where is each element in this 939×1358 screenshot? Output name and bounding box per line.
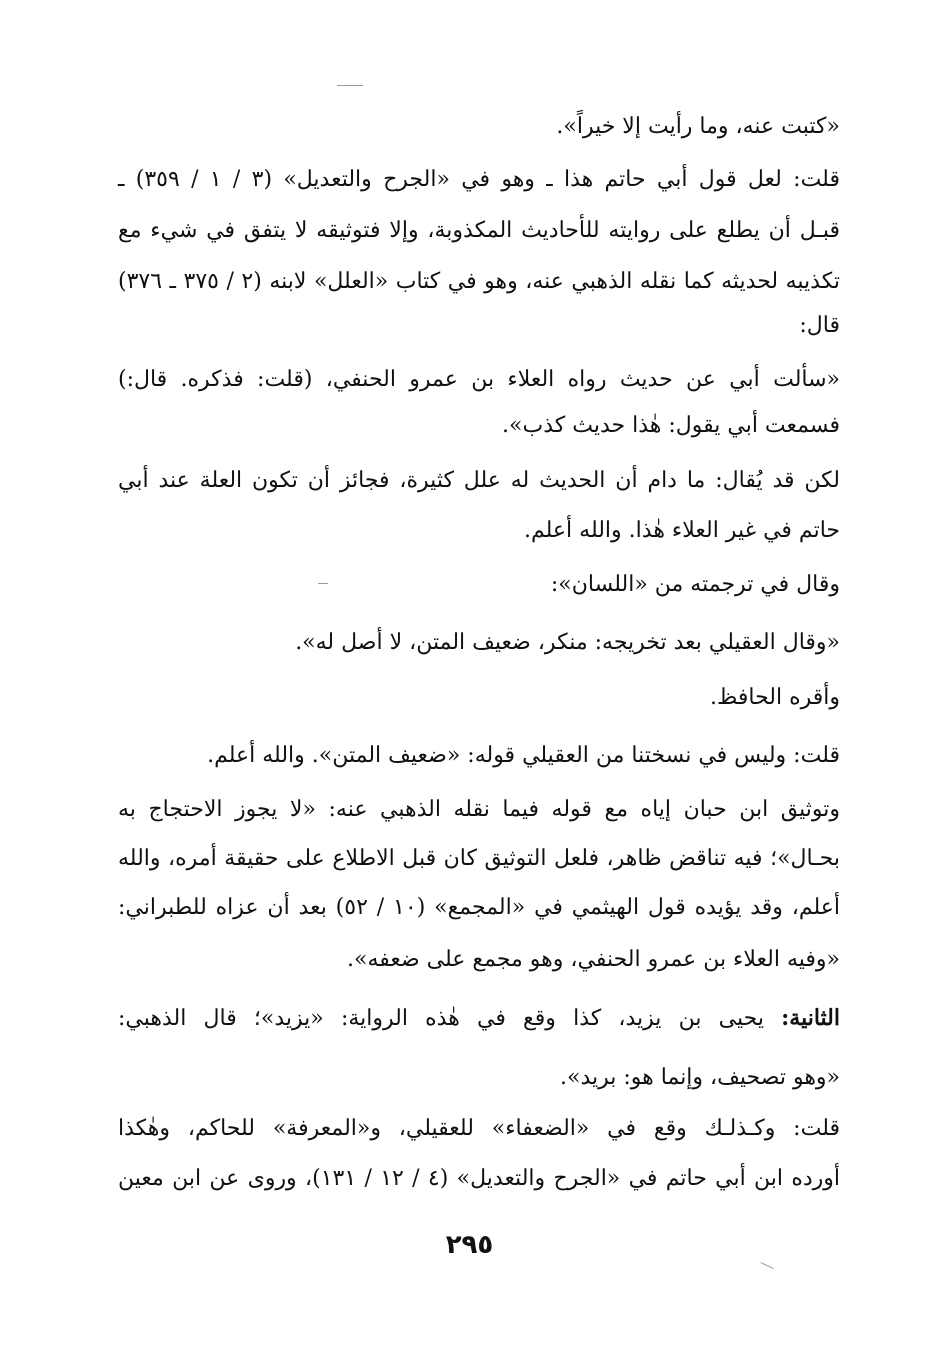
text-line: لكن قد يُقال: ما دام أن الحديث له علل كثيرة، فجائز أن تكون العلة عند أبي xyxy=(118,468,840,493)
text-line: «وفيه العلاء بن عمرو الحنفي، وهو مجمع على ضعفه». xyxy=(346,947,840,972)
text-line: «وقال العقيلي بعد تخريجه: منكر، ضعيف المتن، لا أصل له». xyxy=(295,630,840,655)
paragraph-lead: الثانية: xyxy=(781,1005,840,1031)
scan-mark xyxy=(337,85,363,86)
text-line: بحـال»؛ فيه تناقض ظاهر، فلعل التوثيق كان قبل الاطلاع على حقيقة أمره، والله xyxy=(118,846,840,871)
text-line: قلت: وليس في نسختنا من العقيلي قوله: «ضعيف المتن». والله أعلم. xyxy=(207,743,840,768)
text-line: وتوثيق ابن حبان إياه مع قوله فيما نقله الذهبي عنه: «لا يجوز الاحتجاج به xyxy=(118,797,840,822)
text-span: يحيى بن يزيد، كذا وقع في هٰذه الرواية: «يزيد»؛ قال الذهبي: xyxy=(118,1006,782,1031)
text-line: أورده ابن أبي حاتم في «الجرح والتعديل» (٤ / ١٢ / ١٣١)، وروى عن ابن معين xyxy=(118,1166,841,1191)
text-line: قلت: لعل قول أبي حاتم هذا ـ وهو في «الجرح والتعديل» (٣ / ١ / ٣٥٩) ـ xyxy=(118,167,840,192)
text-line: فسمعت أبي يقول: هٰذا حديث كذب». xyxy=(502,413,840,438)
text-line: أعلم، وقد يؤيده قول الهيثمي في «المجمع» (١٠ / ٥٢) بعد أن عزاه للطبراني: xyxy=(118,895,841,920)
text-line xyxy=(118,1003,840,1034)
text-line: «سألت أبي عن حديث رواه العلاء بن عمرو الحنفي، (قلت: فذكره. قال:) xyxy=(118,367,840,392)
text-line: قبـل أن يطلع على روايته للأحاديث المكذوبة، وإلا فتوثيقه لا يتفق في شيء مع xyxy=(118,218,840,243)
page-body xyxy=(118,0,840,1358)
text-line: وقال في ترجمته من «اللسان»: xyxy=(550,572,840,597)
text-line: تكذيبه لحديثه كما نقله الذهبي عنه، وهو في كتاب «العلل» لابنه (٢ / ٣٧٥ ـ ٣٧٦) xyxy=(118,269,840,294)
text-line: وأقره الحافظ. xyxy=(709,685,840,710)
text-line: «كتبت عنه، وما رأيت إلا خيراً». xyxy=(556,114,840,139)
text-line: «وهو تصحيف، وإنما هو: بريد». xyxy=(560,1065,840,1090)
page-number: ٢٩٥ xyxy=(445,1230,494,1260)
scan-mark xyxy=(318,583,328,584)
text-line: حاتم في غير العلاء هٰذا. والله أعلم. xyxy=(524,518,840,543)
text-line: قال: xyxy=(799,313,840,338)
text-line: قلت: وكـذلـك وقع في «الضعفاء» للعقيلي، و«المعرفة» للحاكم، وهٰكذا xyxy=(118,1116,840,1141)
